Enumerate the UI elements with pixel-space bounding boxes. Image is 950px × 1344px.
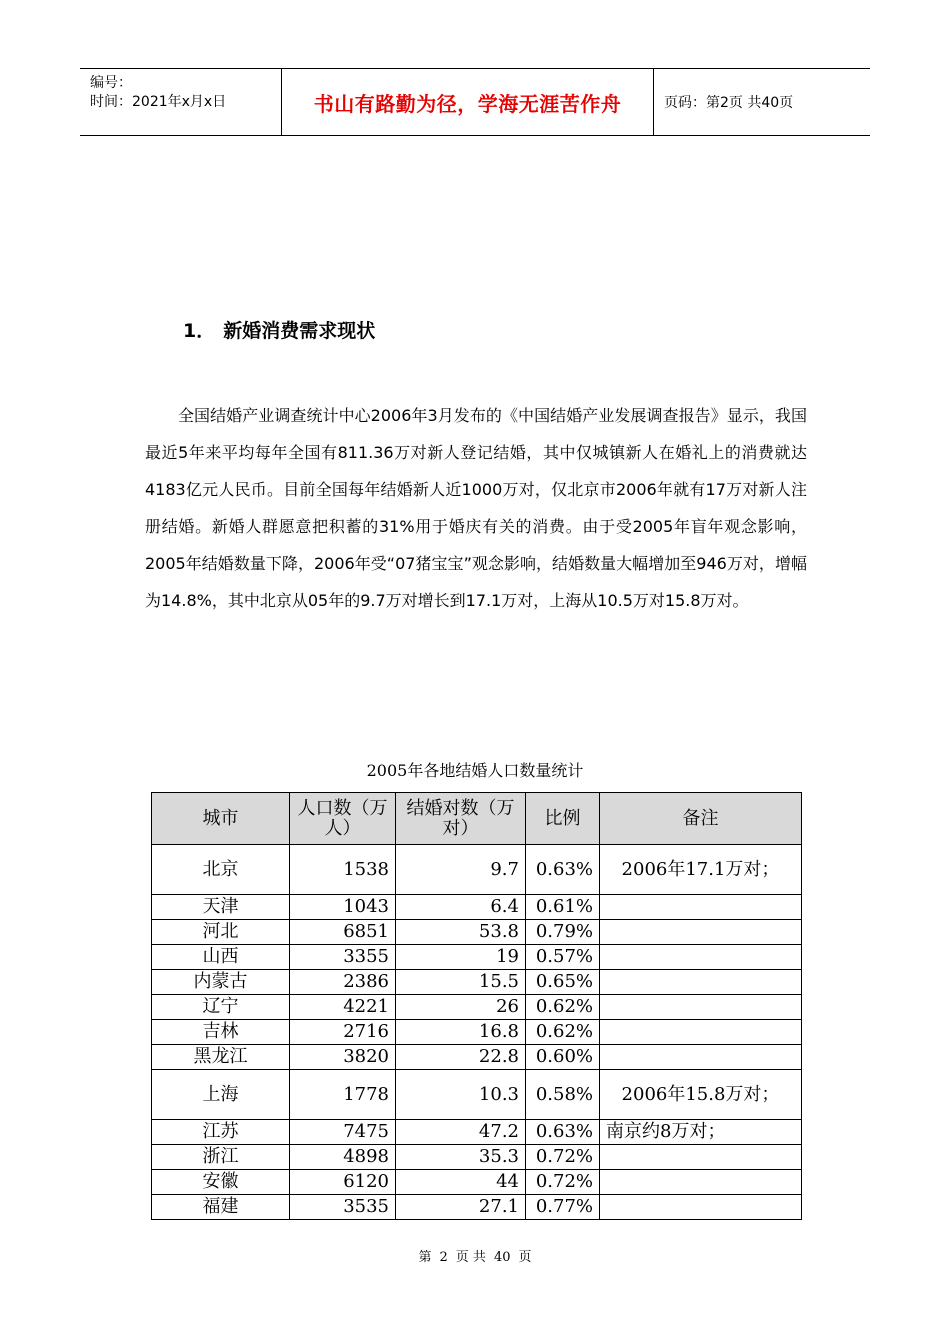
header-city: 城市 bbox=[152, 793, 290, 845]
cell-city: 天津 bbox=[152, 895, 290, 920]
cell-note: 南京约8万对； bbox=[600, 1120, 802, 1145]
table-header-row bbox=[152, 793, 802, 845]
cell-population: 6851 bbox=[290, 920, 396, 945]
header-page-info: 页码：第2页 共40页 bbox=[664, 95, 794, 111]
cell-marriages: 6.4 bbox=[396, 895, 526, 920]
table-row bbox=[152, 1070, 802, 1120]
cell-marriages: 15.5 bbox=[396, 970, 526, 995]
cell-population: 1778 bbox=[290, 1070, 396, 1120]
cell-note: 2006年17.1万对； bbox=[600, 845, 802, 895]
cell-note bbox=[600, 895, 802, 920]
table-row bbox=[152, 1195, 802, 1220]
cell-marriages: 10.3 bbox=[396, 1070, 526, 1120]
table-caption: 2005年各地结婚人口数量统计 bbox=[366, 761, 584, 780]
cell-ratio: 0.63% bbox=[526, 1120, 600, 1145]
cell-population: 1538 bbox=[290, 845, 396, 895]
cell-population: 7475 bbox=[290, 1120, 396, 1145]
header-marriages: 结婚对数（万对） bbox=[396, 793, 526, 845]
cell-city: 吉林 bbox=[152, 1020, 290, 1045]
cell-marriages: 22.8 bbox=[396, 1045, 526, 1070]
table-row bbox=[152, 1170, 802, 1195]
cell-note bbox=[600, 945, 802, 970]
table-row bbox=[152, 920, 802, 945]
cell-city: 辽宁 bbox=[152, 995, 290, 1020]
cell-marriages: 27.1 bbox=[396, 1195, 526, 1220]
cell-population: 2386 bbox=[290, 970, 396, 995]
table-row bbox=[152, 845, 802, 895]
cell-population: 6120 bbox=[290, 1170, 396, 1195]
cell-city: 安徽 bbox=[152, 1170, 290, 1195]
cell-marriages: 9.7 bbox=[396, 845, 526, 895]
cell-city: 北京 bbox=[152, 845, 290, 895]
header-note: 备注 bbox=[600, 793, 802, 845]
cell-ratio: 0.65% bbox=[526, 970, 600, 995]
cell-note bbox=[600, 995, 802, 1020]
cell-ratio: 0.62% bbox=[526, 995, 600, 1020]
cell-city: 浙江 bbox=[152, 1145, 290, 1170]
page-footer bbox=[0, 1246, 950, 1265]
cell-note bbox=[600, 1170, 802, 1195]
cell-population: 1043 bbox=[290, 895, 396, 920]
header-meta-cell bbox=[80, 69, 282, 135]
table-row bbox=[152, 970, 802, 995]
cell-city: 河北 bbox=[152, 920, 290, 945]
table-row bbox=[152, 1145, 802, 1170]
table-row bbox=[152, 1120, 802, 1145]
cell-note bbox=[600, 1195, 802, 1220]
cell-ratio: 0.60% bbox=[526, 1045, 600, 1070]
cell-ratio: 0.77% bbox=[526, 1195, 600, 1220]
header-motto: 书山有路勤为径，学海无涯苦作舟 bbox=[313, 91, 622, 116]
section-title: 新婚消费需求现状 bbox=[223, 320, 376, 342]
cell-city: 内蒙古 bbox=[152, 970, 290, 995]
body-paragraph: 全国结婚产业调查统计中心2006年3月发布的《中国结婚产业发展调查报告》显示，我国最近5年来平均每年全国有811.36万对新人登记结婚，其中仅城镇新人在婚礼上的消费就达4183亿元人民币。目前全国每年结婚新人近1000万对，仅北京市2006年就有17万对新人注册结婚。新婚人群愿意把积蓄的31%用于婚庆有关的消费。由于受2005年盲年观念影响，2005年结婚数量下降，2006年受“07猪宝宝”观念影响，结婚数量大幅增加至946万对，增幅为14.8%，其中北京从05年的9.7万对增长到17.1万对，上海从10.5万对15.8万对。 bbox=[145, 406, 807, 610]
cell-ratio: 0.72% bbox=[526, 1145, 600, 1170]
table-row bbox=[152, 895, 802, 920]
table-row bbox=[152, 945, 802, 970]
header-population: 人口数（万人） bbox=[290, 793, 396, 845]
cell-marriages: 53.8 bbox=[396, 920, 526, 945]
header-motto-cell bbox=[282, 69, 654, 135]
cell-note bbox=[600, 920, 802, 945]
time-label: 时间：2021年x月x日 bbox=[90, 94, 227, 110]
cell-note bbox=[600, 1145, 802, 1170]
header-page-cell bbox=[654, 69, 870, 135]
cell-ratio: 0.79% bbox=[526, 920, 600, 945]
header-ratio: 比例 bbox=[526, 793, 600, 845]
cell-marriages: 26 bbox=[396, 995, 526, 1020]
cell-note bbox=[600, 1045, 802, 1070]
footer-total-pages: 40 bbox=[493, 1250, 511, 1265]
serial-label: 编号： bbox=[90, 75, 132, 91]
page-header bbox=[80, 68, 870, 136]
cell-marriages: 47.2 bbox=[396, 1120, 526, 1145]
cell-city: 福建 bbox=[152, 1195, 290, 1220]
cell-ratio: 0.57% bbox=[526, 945, 600, 970]
table-row bbox=[152, 1045, 802, 1070]
cell-ratio: 0.58% bbox=[526, 1070, 600, 1120]
cell-ratio: 0.63% bbox=[526, 845, 600, 895]
cell-population: 2716 bbox=[290, 1020, 396, 1045]
cell-marriages: 44 bbox=[396, 1170, 526, 1195]
cell-city: 黑龙江 bbox=[152, 1045, 290, 1070]
cell-ratio: 0.62% bbox=[526, 1020, 600, 1045]
cell-population: 4221 bbox=[290, 995, 396, 1020]
cell-ratio: 0.72% bbox=[526, 1170, 600, 1195]
table-row bbox=[152, 1020, 802, 1045]
cell-note bbox=[600, 1020, 802, 1045]
cell-city: 山西 bbox=[152, 945, 290, 970]
footer-prefix: 第 bbox=[418, 1250, 432, 1265]
cell-city: 江苏 bbox=[152, 1120, 290, 1145]
section-heading bbox=[183, 316, 375, 343]
cell-note: 2006年15.8万对； bbox=[600, 1070, 802, 1120]
table-row bbox=[152, 995, 802, 1020]
cell-population: 3820 bbox=[290, 1045, 396, 1070]
marriage-statistics-table bbox=[151, 792, 802, 1220]
cell-note bbox=[600, 970, 802, 995]
footer-suffix: 页 bbox=[518, 1250, 532, 1265]
cell-city: 上海 bbox=[152, 1070, 290, 1120]
cell-population: 3355 bbox=[290, 945, 396, 970]
footer-page-number: 2 bbox=[439, 1250, 448, 1265]
cell-population: 4898 bbox=[290, 1145, 396, 1170]
cell-population: 3535 bbox=[290, 1195, 396, 1220]
cell-ratio: 0.61% bbox=[526, 895, 600, 920]
section-number: 1． bbox=[183, 320, 216, 342]
footer-mid: 页 共 bbox=[455, 1250, 486, 1265]
cell-marriages: 35.3 bbox=[396, 1145, 526, 1170]
cell-marriages: 16.8 bbox=[396, 1020, 526, 1045]
cell-marriages: 19 bbox=[396, 945, 526, 970]
